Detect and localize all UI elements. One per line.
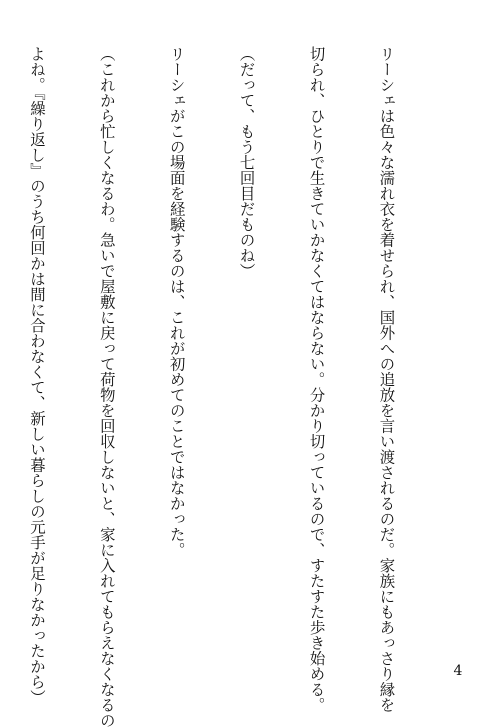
text-line-1: リーシェは色々な濡れ衣を着せられ、国外への追放を言い渡されるのだ。家族にもあっさり縁を bbox=[377, 46, 396, 713]
text-line-6: よね。『繰り返し』のうち何回かは間に合わなくて、新しい暮らしの元手が足りなかったから） bbox=[27, 46, 46, 705]
text-line-2: 切られ、ひとりで生きていかなくてはならない。分かり切っているので、すたすた歩き始める。 bbox=[307, 46, 326, 713]
vertical-text-block bbox=[27, 46, 444, 728]
text-line-4: リーシェがこの場面を経験するのは、これが初めてのことではなかった。 bbox=[167, 46, 186, 558]
text-line-5: （これから忙しくなるわ。急いで屋敷に戻って荷物を回収しないと、家に入れてもらえなくなるの bbox=[97, 46, 116, 728]
page-number: 4 bbox=[453, 663, 463, 679]
text-line-3: （だって、もう七回目だものね） bbox=[237, 46, 256, 279]
